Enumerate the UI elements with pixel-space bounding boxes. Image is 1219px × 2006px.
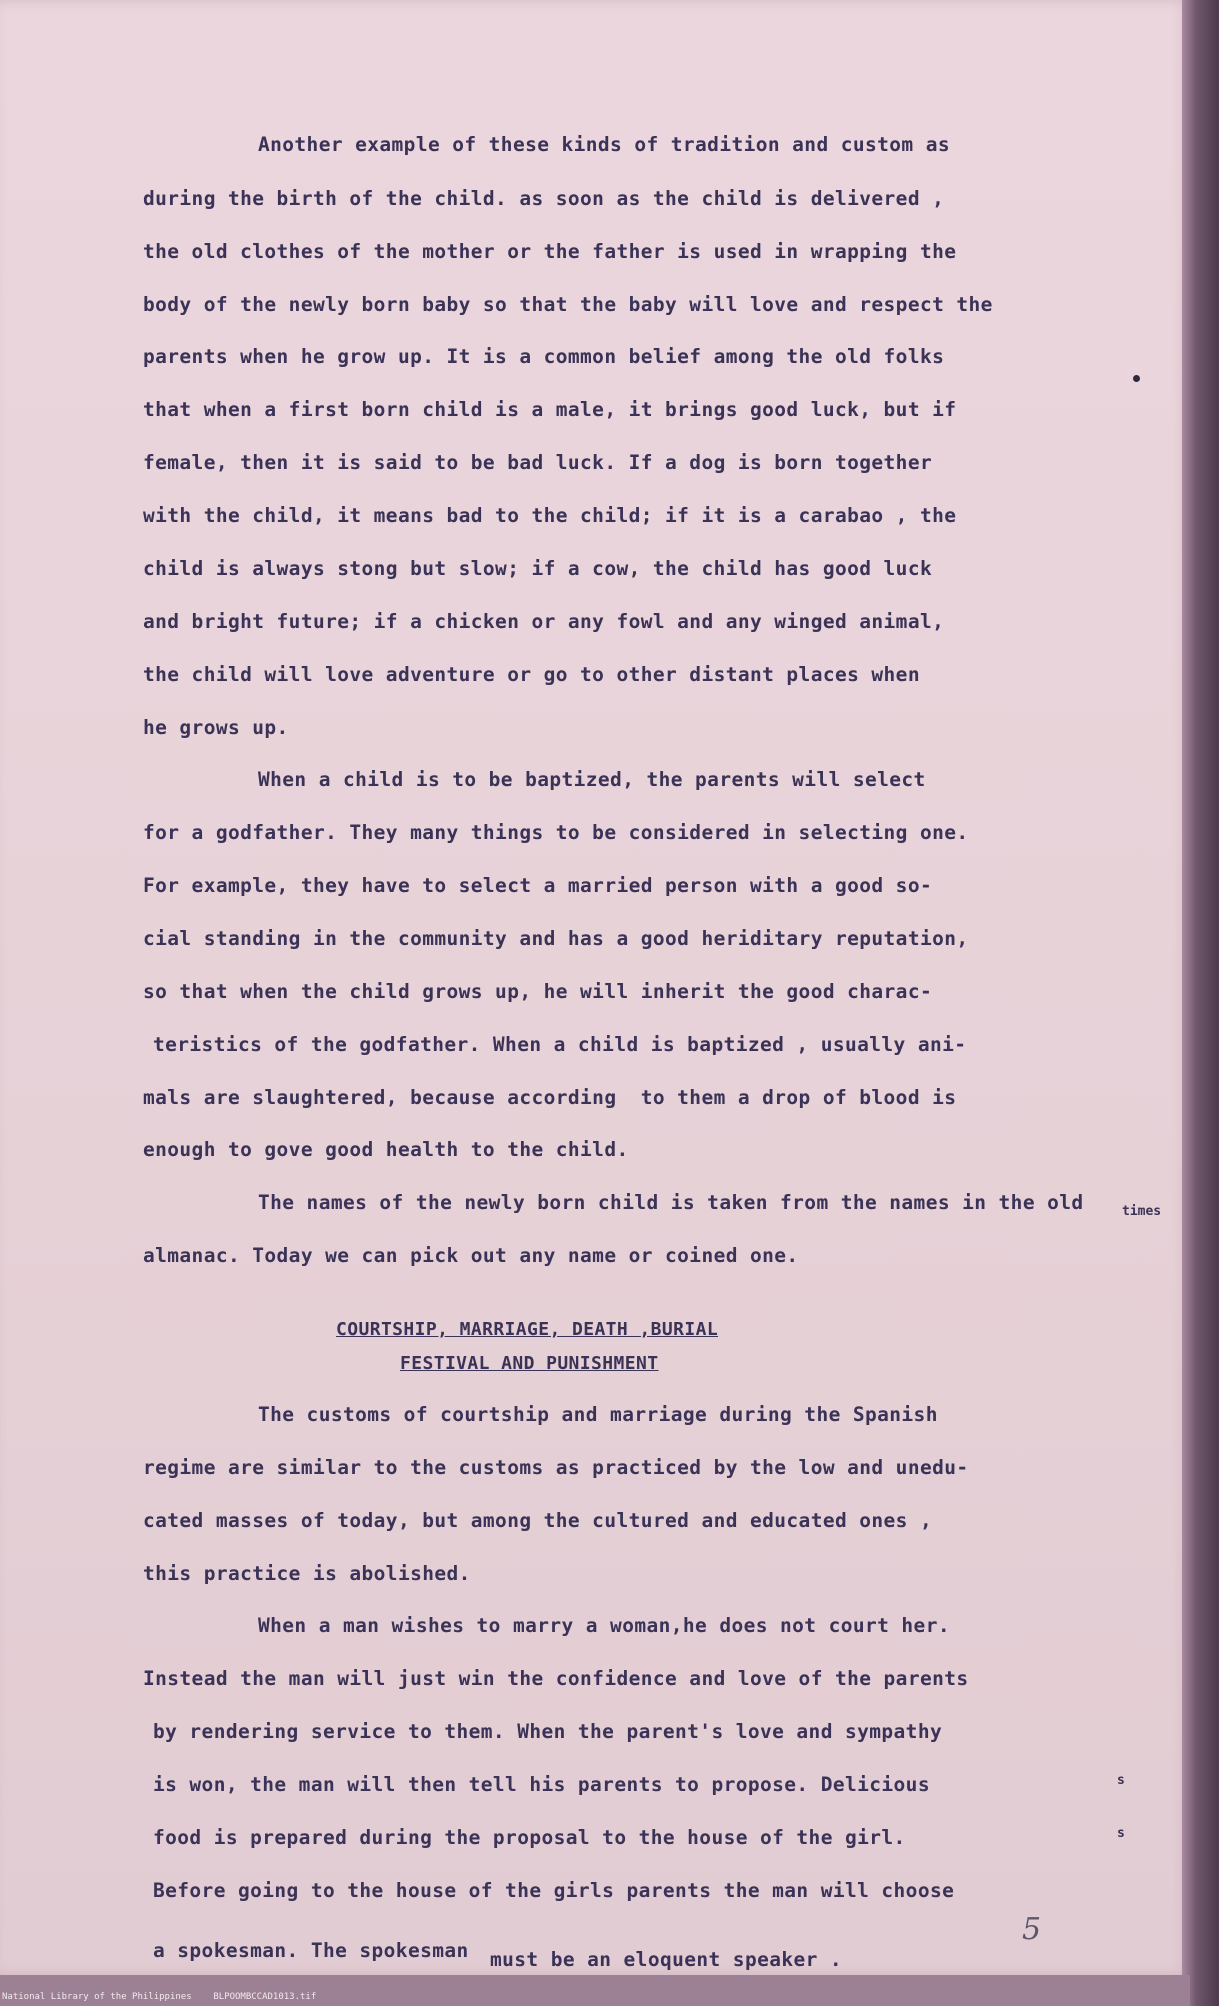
text-line: mals are slaughtered, because according to them a drop of blood is bbox=[143, 1086, 957, 1109]
text-line: food is prepared during the proposal to the house of the girl. bbox=[153, 1826, 906, 1849]
text-line: body of the newly born baby so that the baby will love and respect the bbox=[143, 293, 993, 316]
margin-note: s bbox=[1117, 1773, 1125, 1788]
scan-footer-caption: National Library of the Philippines BLPOOMBCCAD1013.tif bbox=[2, 1992, 317, 2002]
text-line: When a child is to be baptized, the parents will select bbox=[258, 768, 926, 791]
text-line: female, then it is said to be bad luck. If a dog is born together bbox=[143, 451, 933, 474]
text-line: enough to gove good health to the child. bbox=[143, 1138, 629, 1161]
text-line: cated masses of today, but among the cultured and educated ones , bbox=[143, 1509, 933, 1532]
margin-note: times bbox=[1122, 1204, 1162, 1219]
text-line-continuation: must be an eloquent speaker . bbox=[490, 1948, 843, 1971]
text-line: is won, the man will then tell his parents to propose. Delicious bbox=[153, 1773, 930, 1796]
text-line: by rendering service to them. When the parent's love and sympathy bbox=[153, 1720, 943, 1743]
text-line: cial standing in the community and has a good heriditary reputation, bbox=[143, 927, 969, 950]
text-line: child is always stong but slow; if a cow, the child has good luck bbox=[143, 557, 933, 580]
text-line: during the birth of the child. as soon as the child is delivered , bbox=[143, 187, 945, 210]
margin-note: s bbox=[1117, 1826, 1125, 1841]
text-line: teristics of the godfather. When a child is baptized , usually ani- bbox=[153, 1033, 967, 1056]
handwritten-page-number: 5 bbox=[1022, 1912, 1042, 1947]
text-line: The names of the newly born child is taken from the names in the old bbox=[258, 1191, 1084, 1214]
text-line: When a man wishes to marry a woman,he does not court her. bbox=[258, 1614, 950, 1637]
text-line: For example, they have to select a married person with a good so- bbox=[143, 874, 933, 897]
text-line: with the child, it means bad to the child; if it is a carabao , the bbox=[143, 504, 957, 527]
text-line: the old clothes of the mother or the father is used in wrapping the bbox=[143, 240, 957, 263]
text-line: The customs of courtship and marriage during the Spanish bbox=[258, 1403, 938, 1426]
text-line: for a godfather. They many things to be considered in selecting one. bbox=[143, 821, 969, 844]
text-line: this practice is abolished. bbox=[143, 1562, 471, 1585]
section-heading: COURTSHIP, MARRIAGE, DEATH ,BURIAL bbox=[336, 1319, 719, 1340]
text-line: parents when he grow up. It is a common belief among the old folks bbox=[143, 345, 945, 368]
text-line: the child will love adventure or go to other distant places when bbox=[143, 663, 920, 686]
text-line: Another example of these kinds of tradition and custom as bbox=[258, 133, 950, 156]
book-binding-edge bbox=[1182, 0, 1219, 2006]
text-line: almanac. Today we can pick out any name or coined one. bbox=[143, 1244, 799, 1267]
section-heading: FESTIVAL AND PUNISHMENT bbox=[400, 1353, 659, 1374]
text-line: that when a first born child is a male, it brings good luck, but if bbox=[143, 398, 957, 421]
text-line: a spokesman. The spokesman bbox=[153, 1939, 469, 1962]
text-line: regime are similar to the customs as practiced by the low and unedu- bbox=[143, 1456, 969, 1479]
text-line: Before going to the house of the girls parents the man will choose bbox=[153, 1879, 955, 1902]
text-line: Instead the man will just win the confidence and love of the parents bbox=[143, 1667, 969, 1690]
margin-dot bbox=[1133, 375, 1140, 382]
text-line: and bright future; if a chicken or any fowl and any winged animal, bbox=[143, 610, 945, 633]
text-line: he grows up. bbox=[143, 716, 289, 739]
text-line: so that when the child grows up, he will inherit the good charac- bbox=[143, 980, 933, 1003]
